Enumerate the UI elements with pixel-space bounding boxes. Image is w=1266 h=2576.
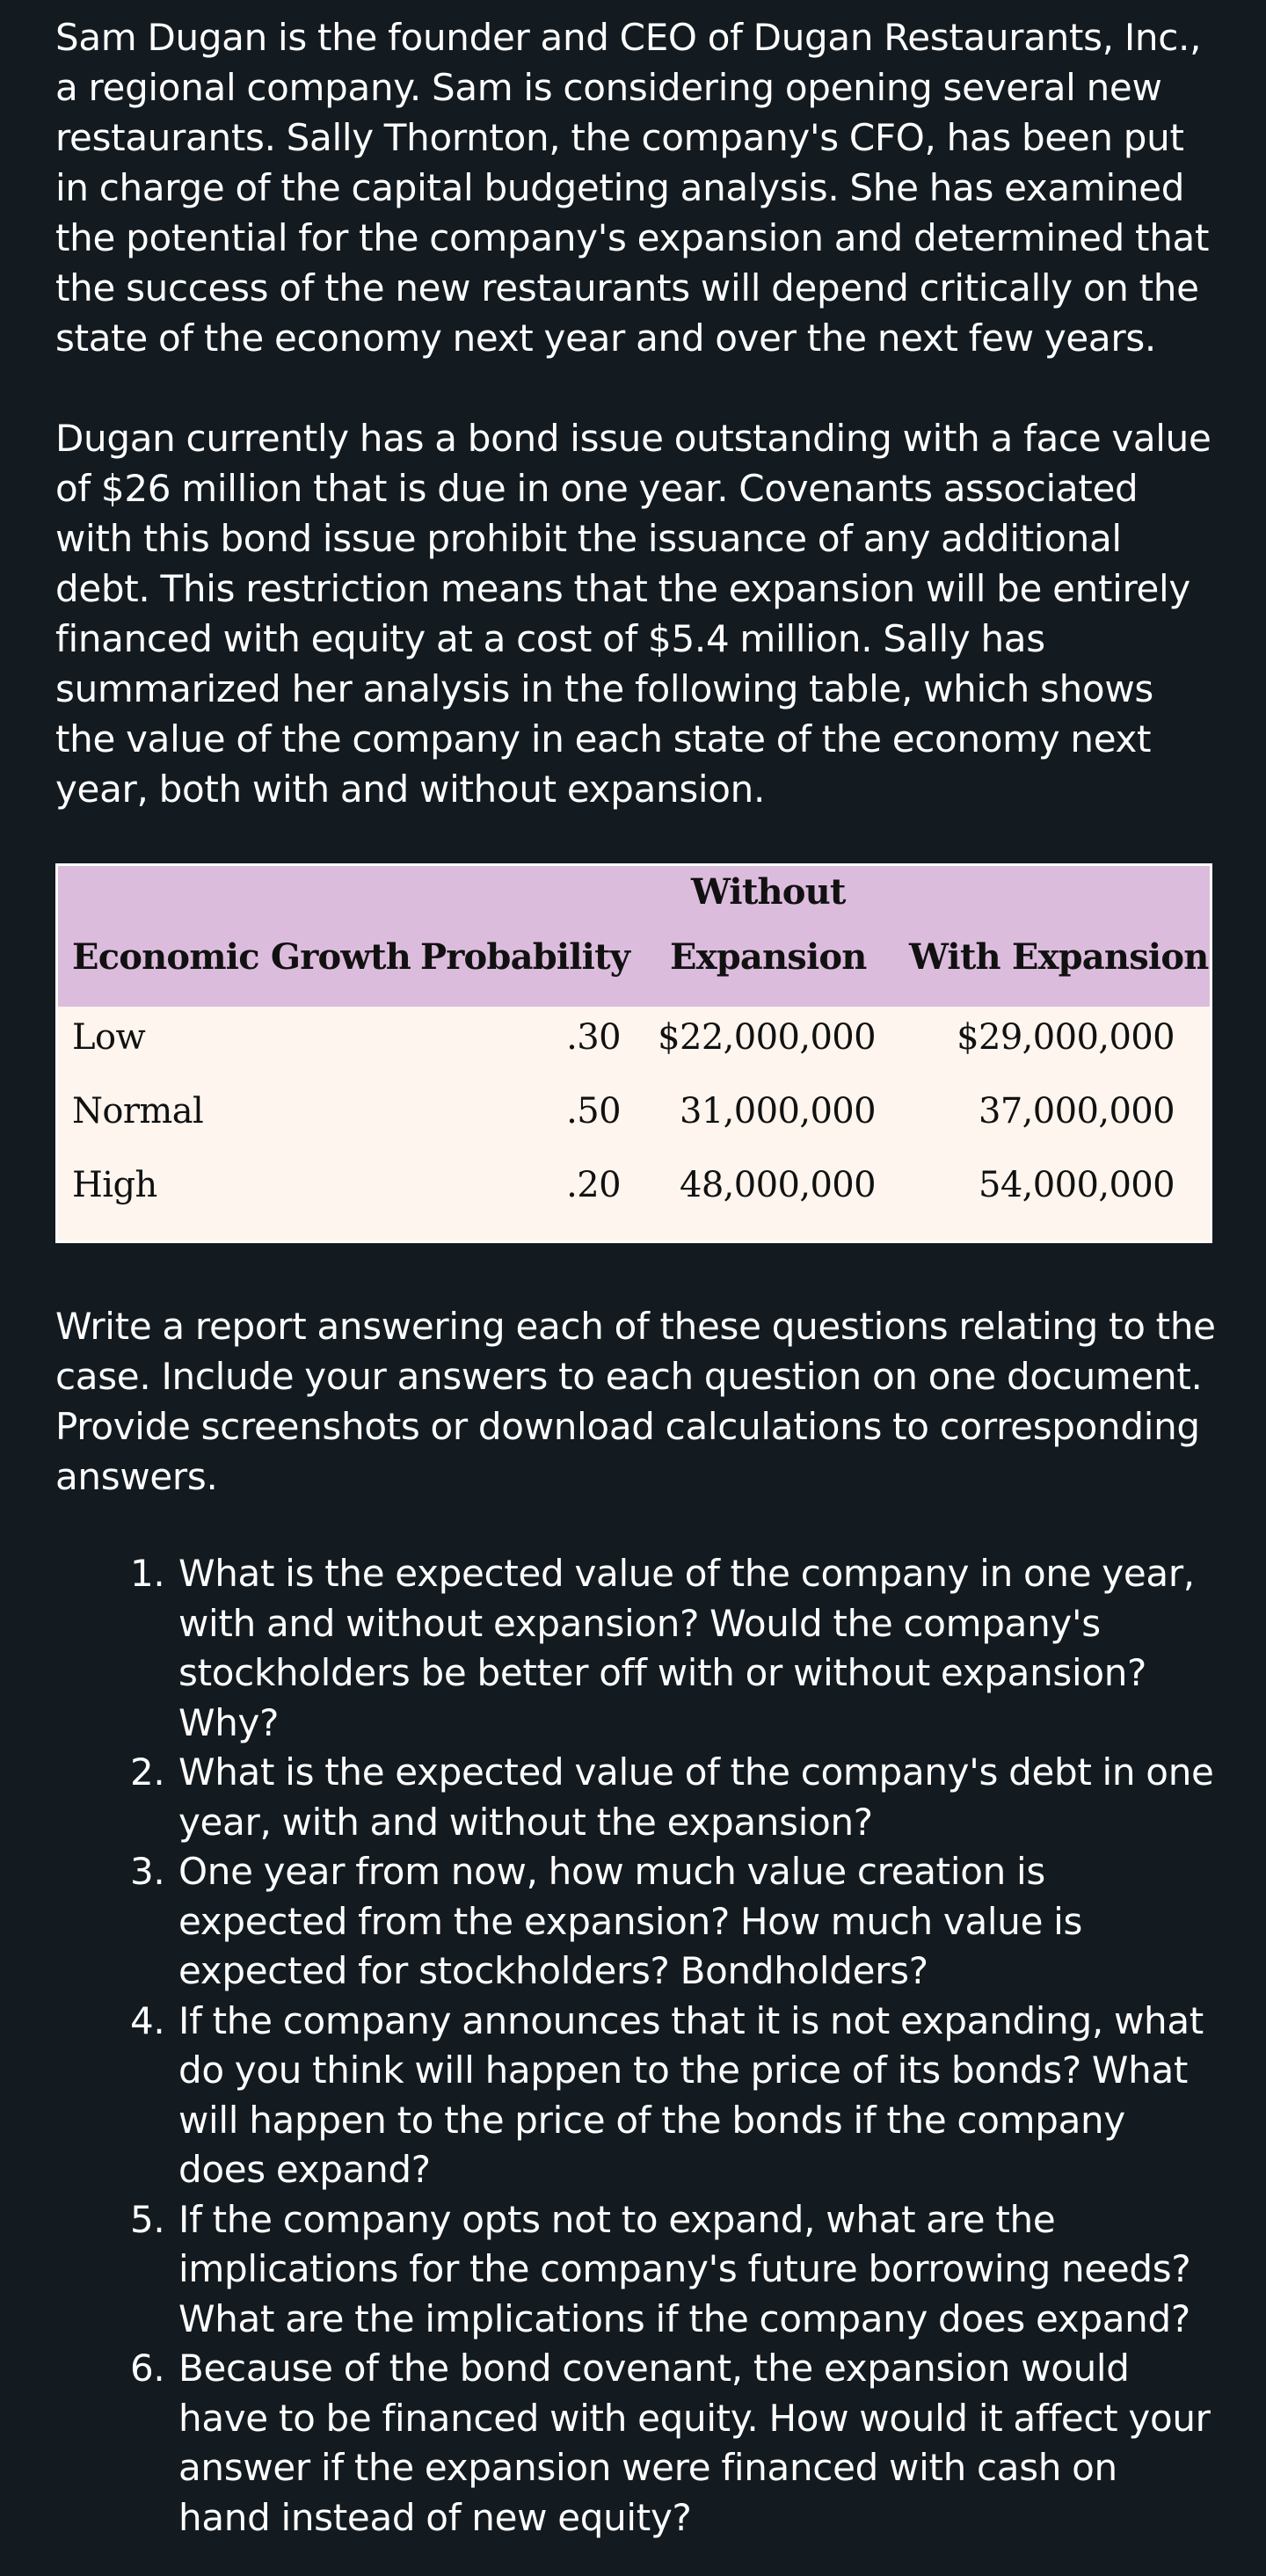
row-without-cell: 31,000,000 — [679, 1091, 876, 1132]
question-number: 3. — [130, 1850, 165, 1893]
row-probability-cell: .50 — [566, 1091, 621, 1132]
list-item — [55, 1748, 1216, 1847]
header-without-line2: Expansion — [670, 936, 867, 978]
header-probability: Probability — [420, 936, 630, 978]
instructions-paragraph: Write a report answering each of these questions relating to the case. Include your answers to each question on one document. Provide screenshots or download calculations to corresponding answers. — [55, 1305, 1216, 1498]
list-item — [55, 2344, 1216, 2543]
row-growth-cell: Low — [72, 1017, 146, 1058]
row-with-cell: 54,000,000 — [978, 1165, 1175, 1205]
row-without-cell: $22,000,000 — [658, 1017, 876, 1058]
row-with-cell: 37,000,000 — [978, 1091, 1175, 1132]
table-header — [58, 866, 1210, 1007]
list-item — [55, 1997, 1216, 2195]
row-probability-cell: .30 — [566, 1017, 621, 1058]
row-growth-cell: High — [72, 1165, 157, 1205]
list-item — [55, 2195, 1216, 2345]
intro-paragraph: Sam Dugan is the founder and CEO of Dugan Restaurants, Inc., a regional company. Sam is considering opening several new restaurants. Sally Thornton, the company's CFO, has been put in charge of the capital budgeting analysis. She has examined the potential for the company's expansion and determined that the success of the new restaurants will depend critically on the state of the economy next year and over the next few years. — [55, 16, 1210, 360]
question-text: One year from now, how much value creation is expected from the expansion? How much value is expected for stockholders? Bondholders? — [178, 1850, 1083, 1992]
question-text: Because of the bond covenant, the expansion would have to be financed with equity. How would it affect your answer if the expansion were financed with cash on hand instead of new equity? — [178, 2347, 1211, 2539]
list-item — [55, 1847, 1216, 1997]
question-number: 2. — [130, 1750, 165, 1794]
question-number: 4. — [130, 1998, 165, 2042]
question-text: What is the expected value of the company in one year, with and without expansion? Would the company's stockholders be better off with or without expansion? Why? — [178, 1552, 1195, 1744]
header-economic-growth: Economic Growth — [72, 936, 411, 978]
list-item — [55, 1549, 1216, 1748]
question-number: 5. — [130, 2197, 165, 2241]
question-number: 6. — [130, 2347, 165, 2390]
row-probability-cell: .20 — [566, 1165, 621, 1205]
bond-paragraph: Dugan currently has a bond issue outstanding with a face value of $26 million that is due in one year. Covenants associated with this bond issue prohibit the issuance of any additional debt. This restriction means that the expansion will be entirely financed with equity at a cost of $5.4 million. Sally has summarized her analysis in the following table, which shows the value of the company in each state of the economy next year, both with and without expansion. — [55, 417, 1211, 811]
question-text: If the company opts not to expand, what are the implications for the company's future borrowing needs? What are the implications if the company does expand? — [178, 2197, 1191, 2340]
header-without-line1: Without — [691, 871, 846, 913]
question-text: If the company announces that it is not expanding, what do you think will happen to the price of its bonds? What will happen to the price of the bonds if the company does expand? — [178, 1998, 1204, 2191]
question-list — [55, 1549, 1216, 2543]
header-with-expansion: With Expansion — [909, 936, 1209, 978]
expansion-value-table — [55, 863, 1212, 1243]
question-number: 1. — [130, 1552, 165, 1595]
question-text: What is the expected value of the company's debt in one year, with and without the expansion? — [178, 1750, 1214, 1844]
row-growth-cell: Normal — [72, 1091, 204, 1132]
row-with-cell: $29,000,000 — [957, 1017, 1175, 1058]
row-without-cell: 48,000,000 — [679, 1165, 876, 1205]
